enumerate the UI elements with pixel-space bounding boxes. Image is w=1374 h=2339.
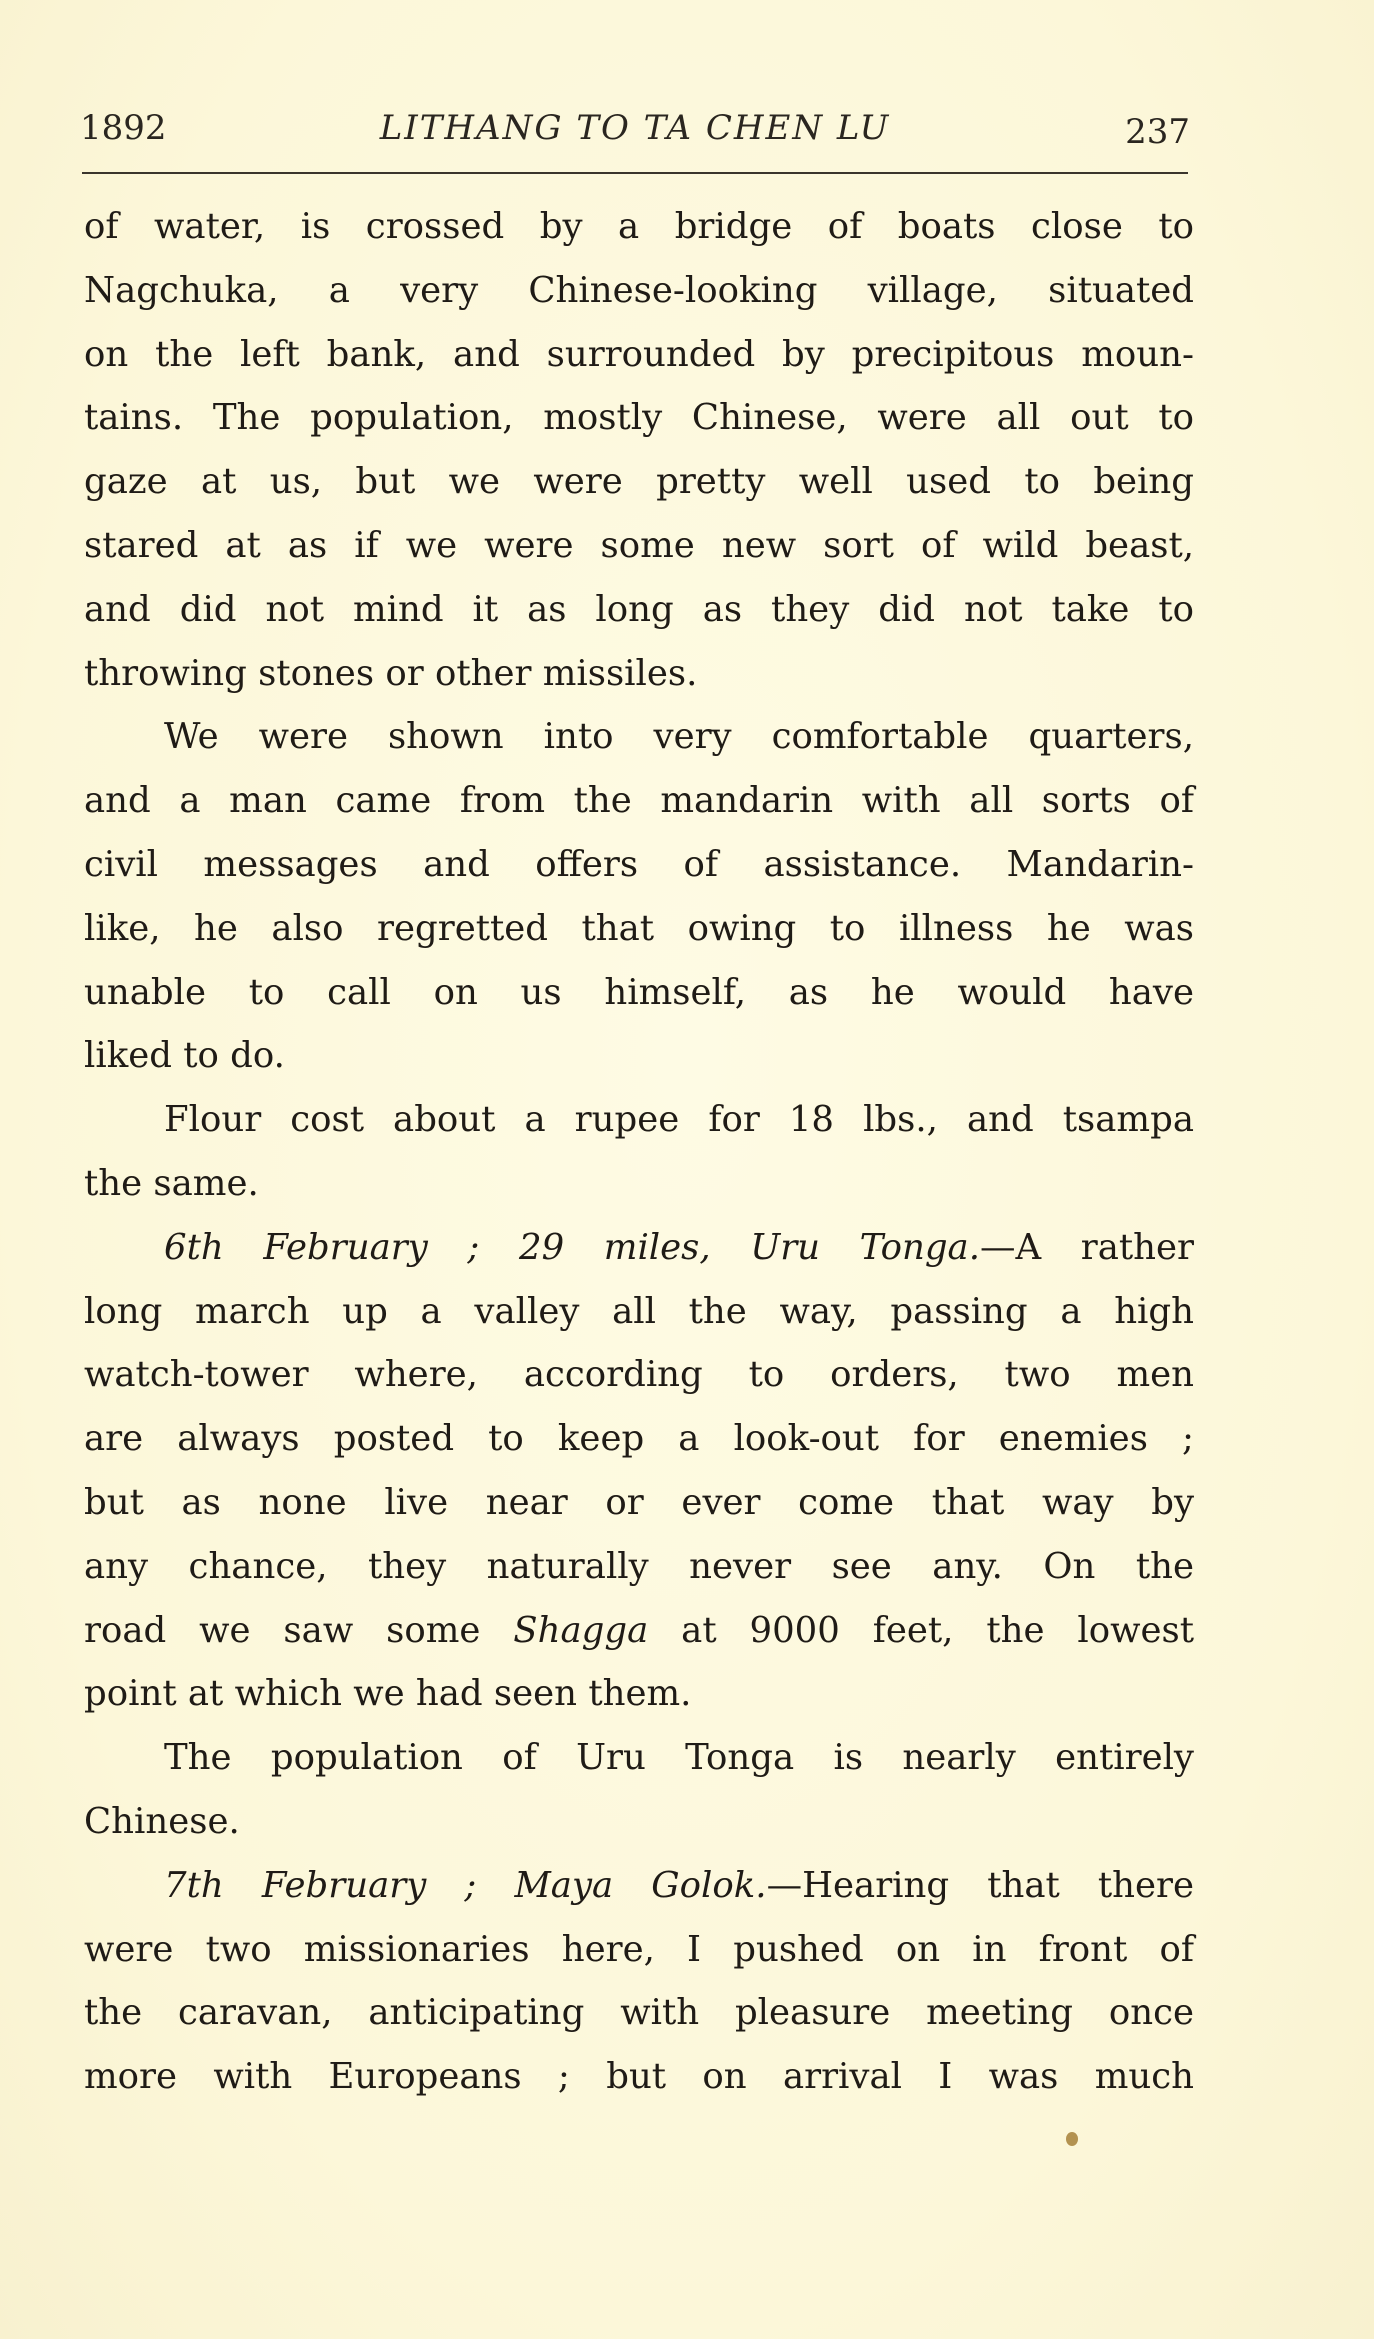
paragraph-2 <box>84 705 1194 1088</box>
page-number: 237 <box>1125 112 1190 152</box>
text-line: The population of Uru Tonga is nearly entirely <box>164 1737 1194 1779</box>
text-line-with-italic <box>84 1599 1194 1663</box>
text-fragment: at 9000 feet, the lowest <box>648 1609 1194 1651</box>
entry-lead-text: —Hearing that there <box>766 1864 1195 1906</box>
italic-term: Shagga <box>513 1609 649 1651</box>
text-line: on the left bank, and surrounded by precipitous moun- <box>84 333 1194 375</box>
entry-date-heading: 6th February ; 29 miles, Uru Tonga. <box>164 1226 980 1268</box>
text-line: any chance, they naturally never see any. On the <box>84 1545 1194 1587</box>
paragraph-4 <box>84 1216 1194 1726</box>
text-line: liked to do. <box>84 1035 285 1077</box>
entry-lead-text: —A rather <box>980 1226 1195 1268</box>
paragraph-1 <box>84 195 1194 705</box>
entry-heading-line <box>84 1854 1194 1918</box>
text-line: the same. <box>84 1162 259 1204</box>
text-line: gaze at us, but we were pretty well used to being <box>84 461 1194 503</box>
text-line: but as none live near or ever come that way by <box>84 1481 1194 1523</box>
text-line: and did not mind it as long as they did not take to <box>84 588 1194 630</box>
text-line: long march up a valley all the way, passing a high <box>84 1290 1194 1332</box>
paragraph-3 <box>84 1088 1194 1216</box>
text-line: stared at as if we were some new sort of wild beast, <box>84 524 1194 566</box>
body-text <box>84 195 1194 2109</box>
text-line: unable to call on us himself, as he would have <box>84 971 1194 1013</box>
ink-spot <box>1066 2132 1078 2146</box>
text-fragment: road we saw some <box>84 1609 514 1651</box>
text-line: Flour cost about a rupee for 18 lbs., and tsampa <box>164 1099 1194 1141</box>
paragraph-6 <box>84 1854 1194 2109</box>
header-rule <box>82 172 1188 174</box>
text-line: tains. The population, mostly Chinese, were all out to <box>84 397 1194 439</box>
header-title: LITHANG TO TA CHEN LU <box>379 108 891 148</box>
entry-heading-line <box>84 1216 1194 1280</box>
text-line: Chinese. <box>84 1800 240 1842</box>
text-line: Nagchuka, a very Chinese-looking village, situated <box>84 269 1194 311</box>
paragraph-5 <box>84 1726 1194 1854</box>
running-head <box>80 108 1190 168</box>
text-line: We were shown into very comfortable quarters, <box>164 716 1194 758</box>
entry-date-heading: 7th February ; Maya Golok. <box>164 1864 767 1906</box>
text-line: of water, is crossed by a bridge of boats close to <box>84 206 1194 247</box>
text-line: and a man came from the mandarin with all sorts of <box>84 780 1194 822</box>
text-line: were two missionaries here, I pushed on in front of <box>84 1928 1194 1970</box>
text-line: point at which we had seen them. <box>84 1673 692 1715</box>
text-line: throwing stones or other missiles. <box>84 652 698 694</box>
text-line: civil messages and offers of assistance. Mandarin- <box>84 843 1194 885</box>
text-line: like, he also regretted that owing to illness he was <box>84 907 1194 949</box>
text-line: the caravan, anticipating with pleasure meeting once <box>84 1992 1194 2034</box>
text-line: are always posted to keep a look-out for enemies ; <box>84 1418 1194 1460</box>
text-line: watch-tower where, according to orders, two men <box>84 1354 1194 1396</box>
text-line: more with Europeans ; but on arrival I was much <box>84 2056 1194 2098</box>
header-year: 1892 <box>80 108 167 148</box>
